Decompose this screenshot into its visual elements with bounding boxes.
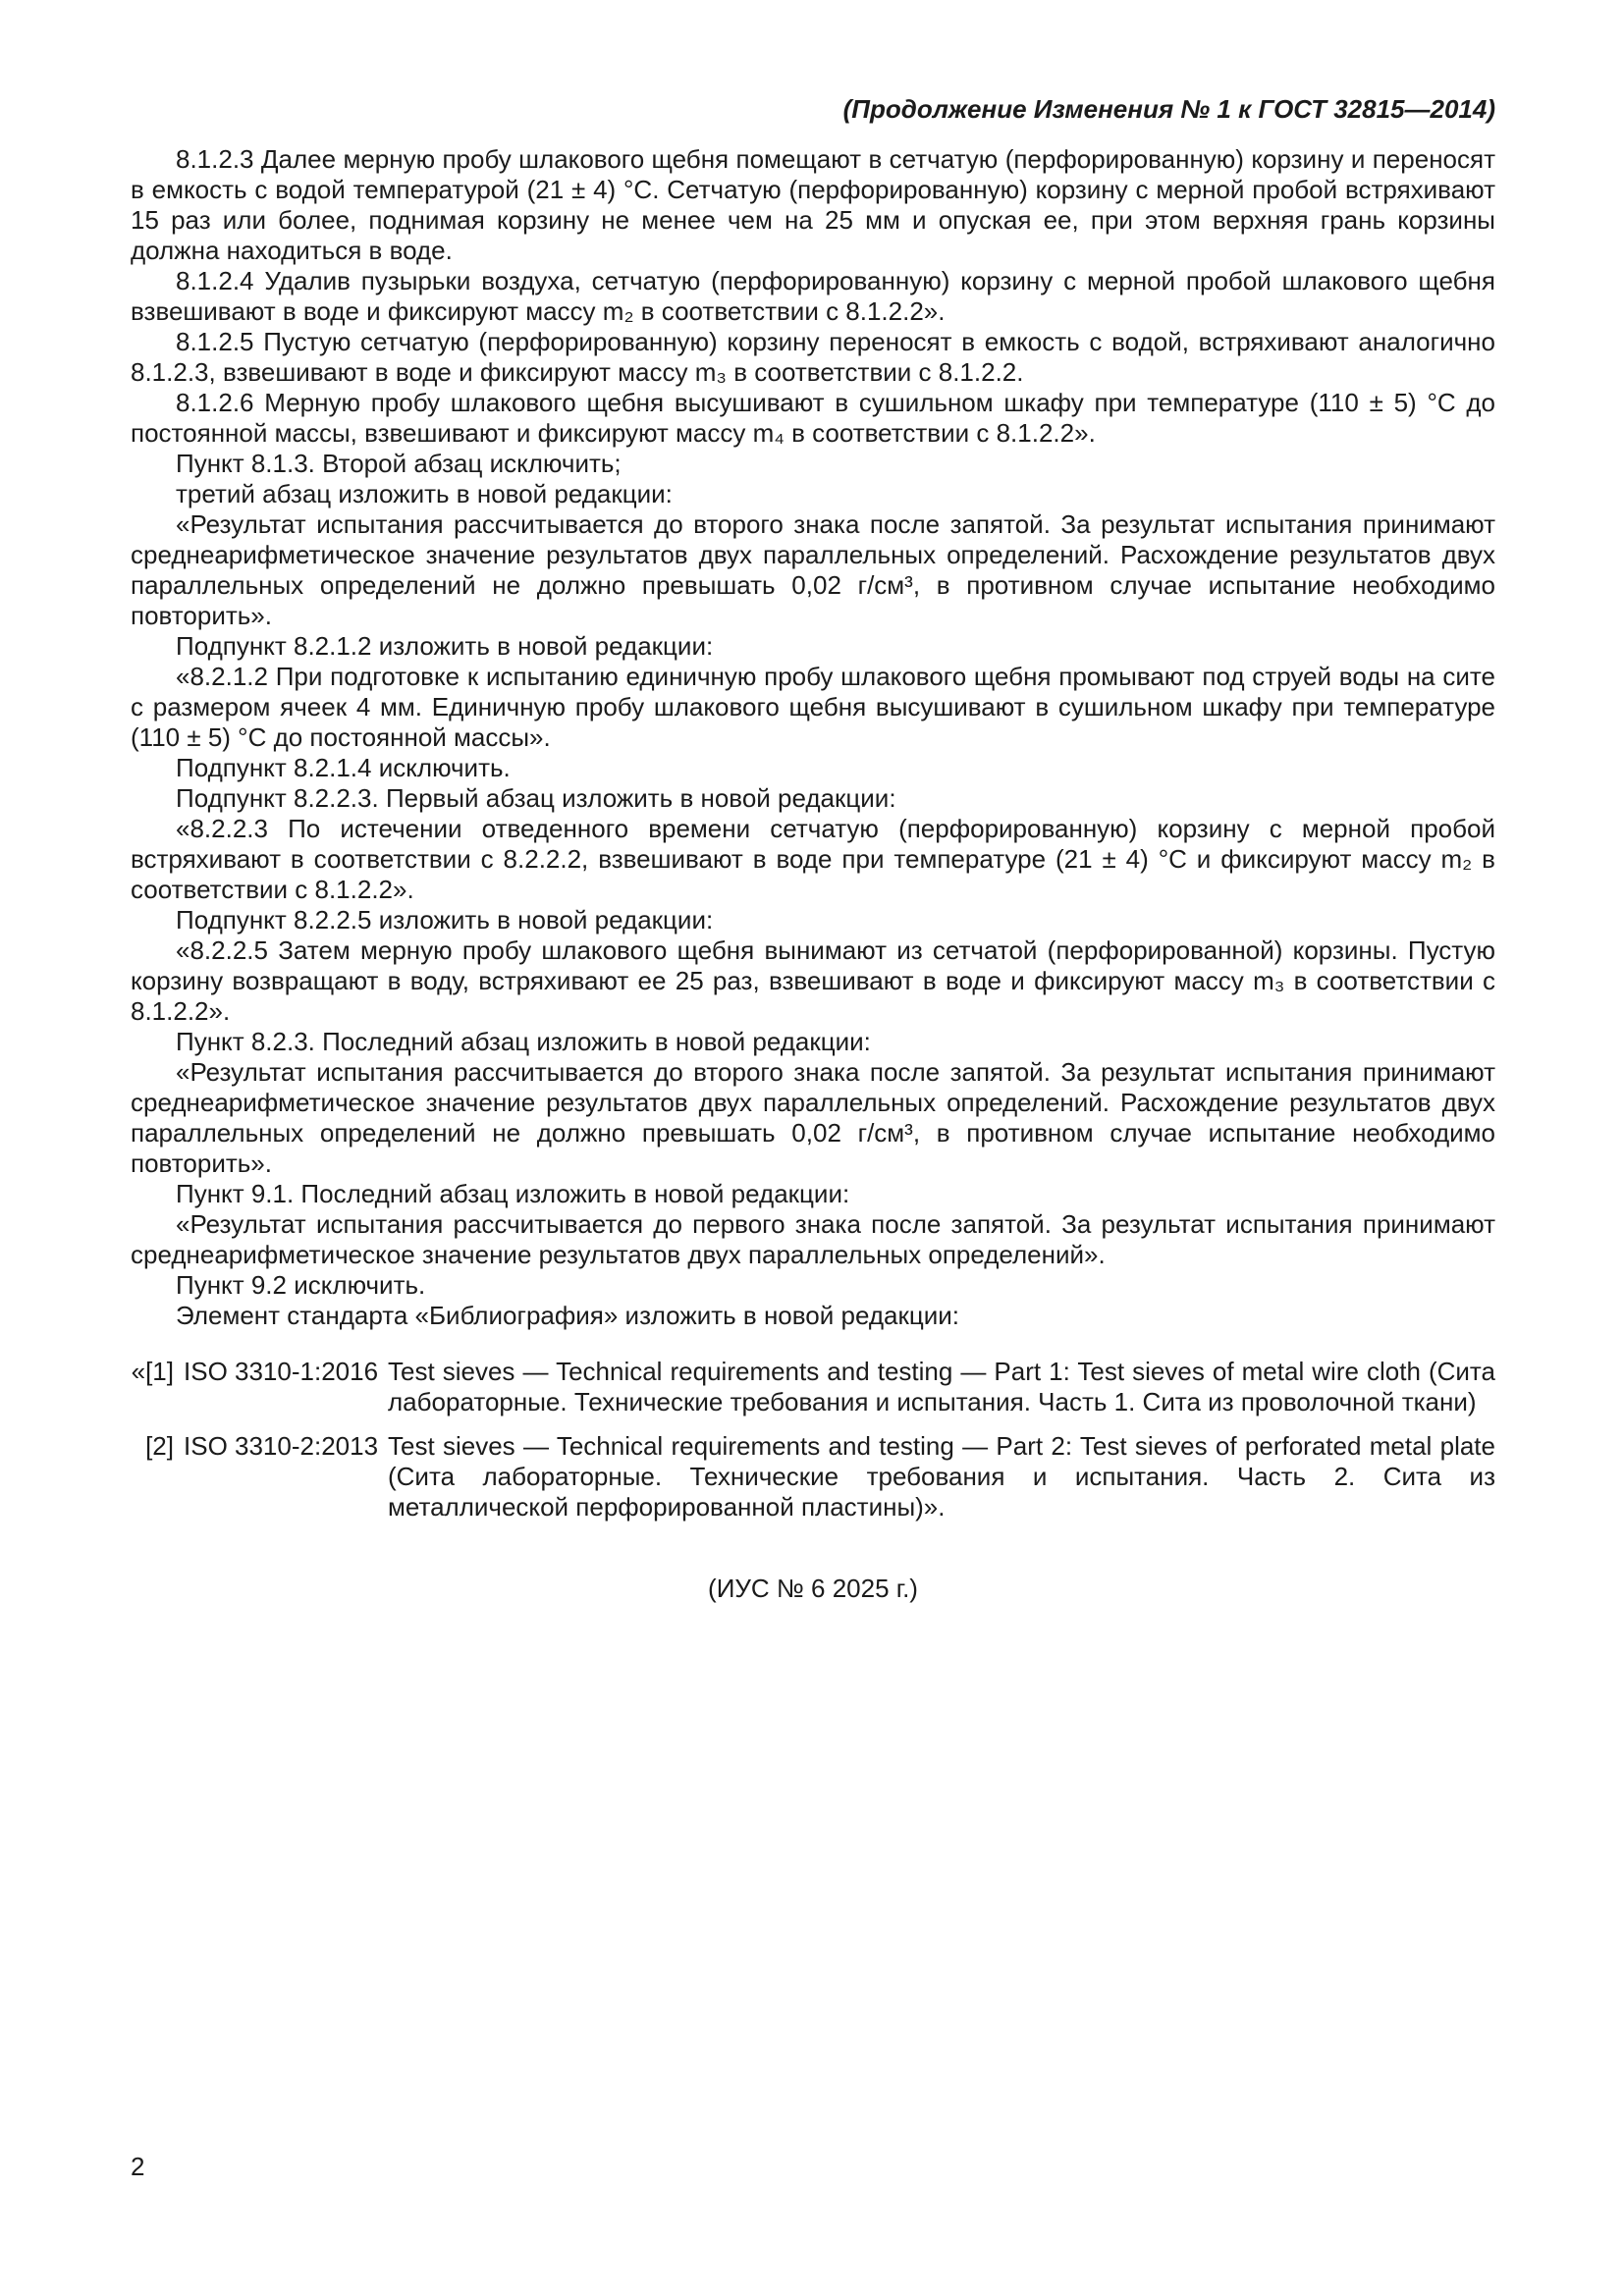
paragraph: 8.1.2.6 Мерную пробу шлакового щебня высушивают в сушильном шкафу при температуре (110 ± 5) °С до постоянной массы, взвешивают и фиксируют массу m₄ в соответствии с 8.1.2.2».: [131, 388, 1495, 448]
bibliography-ref-number: [2]: [145, 1431, 174, 1461]
paragraph: Пункт 9.1. Последний абзац изложить в новой редакции:: [176, 1179, 850, 1208]
bibliography-description: Test sieves — Technical requirements and testing — Part 2: Test sieves of perforated metal plate (Сита лабораторные. Технические требования и испытания. Часть 2. Сита из металлической перфорированной пластины)».: [388, 1431, 1495, 1522]
body-text: [131, 144, 1495, 1331]
page-content: [131, 94, 1495, 1604]
bibliography-ref-number: «[1]: [131, 1357, 174, 1386]
bibliography-standard-code: ISO 3310-1:2016: [184, 1357, 379, 1386]
paragraph: 8.1.2.3 Далее мерную пробу шлакового щебня помещают в сетчатую (перфорированную) корзину и переносят в емкость с водой температурой (21 ± 4) °С. Сетчатую (перфорированную) корзину с мерной пробой встряхивают 15 раз или более, поднимая корзину не менее чем на 25 мм и опуская ее, при этом верхняя грань корзины должна находиться в воде.: [131, 144, 1495, 265]
bibliography-description: Test sieves — Technical requirements and testing — Part 1: Test sieves of metal wire cloth (Сита лабораторные. Технические требования и испытания. Часть 1. Сита из проволочной ткани): [388, 1357, 1495, 1416]
paragraph: «8.2.2.5 Затем мерную пробу шлакового щебня вынимают из сетчатой (перфорированной) корзины. Пустую корзину возвращают в воду, встряхивают ее 25 раз, взвешивают в воде и фиксируют массу m₃ в соответствии с 8.1.2.2».: [131, 935, 1495, 1026]
paragraph: Подпункт 8.2.2.5 изложить в новой редакции:: [176, 905, 714, 934]
document-running-title: (Продолжение Изменения № 1 к ГОСТ 32815—2014): [842, 94, 1495, 124]
paragraph: Подпункт 8.2.1.4 исключить.: [176, 753, 511, 782]
paragraph: «8.2.1.2 При подготовке к испытанию единичную пробу шлакового щебня промывают под струей воды на сите с размером ячеек 4 мм. Единичную пробу шлакового щебня высушивают в сушильном шкафу при температуре (110 ± 5) °С до постоянной массы».: [131, 662, 1495, 752]
page-number: 2: [131, 2152, 145, 2181]
paragraph: 8.1.2.4 Удалив пузырьки воздуха, сетчатую (перфорированную) корзину с мерной пробой шлакового щебня взвешивают в воде и фиксируют массу m₂ в соответствии с 8.1.2.2».: [131, 266, 1495, 326]
paragraph: Пункт 8.2.3. Последний абзац изложить в новой редакции:: [176, 1027, 871, 1056]
bibliography-entry: [131, 1357, 1495, 1417]
paragraph: «Результат испытания рассчитывается до второго знака после запятой. За результат испытания принимают среднеарифметическое значение результатов двух параллельных определений. Расхождение результатов двух параллельных определений не должно превышать 0,02 г/см³, в противном случае испытание необходимо повторить».: [131, 1057, 1495, 1178]
paragraph: Подпункт 8.2.1.2 изложить в новой редакции:: [176, 631, 714, 661]
paragraph: «Результат испытания рассчитывается до второго знака после запятой. За результат испытания принимают среднеарифметическое значение результатов двух параллельных определений. Расхождение результатов двух параллельных определений не должно превышать 0,02 г/см³, в противном случае испытание необходимо повторить».: [131, 509, 1495, 630]
issue-note: (ИУС № 6 2025 г.): [708, 1574, 918, 1603]
paragraph: третий абзац изложить в новой редакции:: [176, 479, 673, 508]
bibliography-section: [131, 1357, 1495, 1522]
bibliography-standard-code: ISO 3310-2:2013: [184, 1431, 379, 1461]
paragraph: Подпункт 8.2.2.3. Первый абзац изложить в новой редакции:: [176, 783, 896, 813]
paragraph: «8.2.2.3 По истечении отведенного времени сетчатую (перфорированную) корзину с мерной пробой встряхивают в соответствии с 8.2.2.2, взвешивают в воде при температуре (21 ± 4) °С и фиксируют массу m₂ в соответствии с 8.1.2.2».: [131, 814, 1495, 904]
paragraph: 8.1.2.5 Пустую сетчатую (перфорированную) корзину переносят в емкость с водой, встряхивают аналогично 8.1.2.3, взвешивают в воде и фиксируют массу m₃ в соответствии с 8.1.2.2.: [131, 327, 1495, 387]
paragraph: Пункт 8.1.3. Второй абзац исключить;: [176, 449, 622, 478]
paragraph: «Результат испытания рассчитывается до первого знака после запятой. За результат испытания принимают среднеарифметическое значение результатов двух параллельных определений».: [131, 1209, 1495, 1269]
paragraph: Элемент стандарта «Библиография» изложить в новой редакции:: [176, 1301, 960, 1330]
bibliography-entry: [131, 1431, 1495, 1522]
paragraph: Пункт 9.2 исключить.: [176, 1270, 426, 1300]
